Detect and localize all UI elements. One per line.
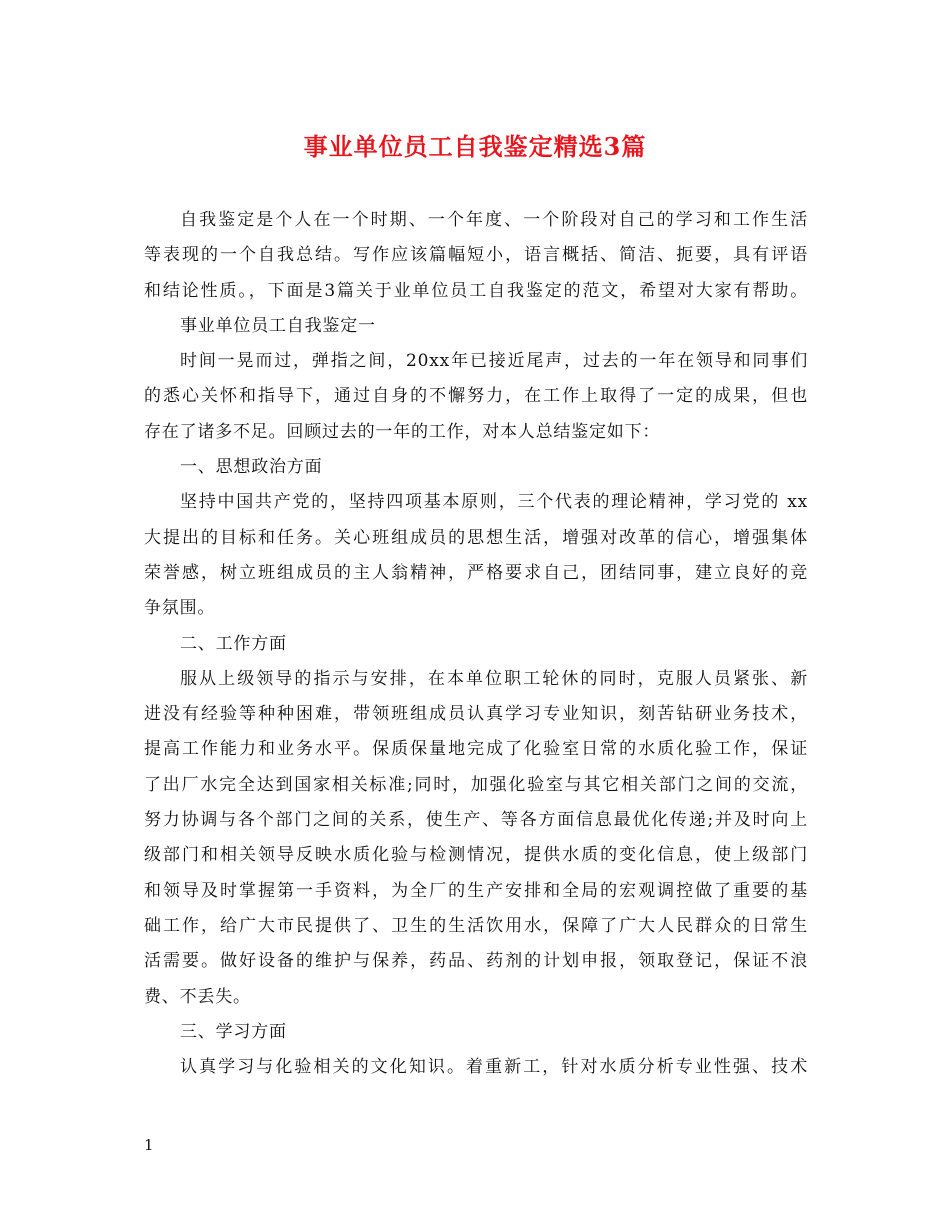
document-title: 事业单位员工自我鉴定精选3篇 <box>303 132 647 161</box>
text-line: 的悉心关怀和指导下，通过自身的不懈努力，在工作上取得了一定的成果，但也 <box>144 386 808 407</box>
text-line: 存在了诸多不足。回顾过去的一年的工作，对本人总结鉴定如下： <box>144 421 661 442</box>
text-line: 时间一晃而过，弹指之间，20xx年已接近尾声，过去的一年在领导和同事们 <box>180 351 808 372</box>
text-line: 坚持中国共产党的，坚持四项基本原则，三个代表的理论精神，学习党的 xx <box>180 492 808 513</box>
text-line: 大提出的目标和任务。关心班组成员的思想生活，增强对改革的信心，增强集体 <box>144 527 808 548</box>
text-line: 二、工作方面 <box>180 633 287 654</box>
text-line: 级部门和相关领导反映水质化验与检测情况，提供水质的变化信息，使上级部门 <box>144 845 808 866</box>
text-line: 事业单位员工自我鉴定一 <box>180 315 376 336</box>
page-number: 1 <box>144 1136 154 1154</box>
text-line: 服从上级领导的指示与安排，在本单位职工轮休的同时，克服人员紧张、新 <box>180 668 808 689</box>
text-line: 荣誉感，树立班组成员的主人翁精神，严格要求自己，团结同事，建立良好的竞 <box>144 562 808 583</box>
text-line: 等表现的一个自我总结。写作应该篇幅短小，语言概括、简洁、扼要，具有评语 <box>144 245 808 266</box>
text-line: 努力协调与各个部门之间的关系，使生产、等各方面信息最优化传递;并及时向上 <box>144 810 808 831</box>
text-line: 和结论性质。，下面是3篇关于业单位员工自我鉴定的范文，希望对大家有帮助。 <box>144 280 808 301</box>
text-line: 提高工作能力和业务水平。保质保量地完成了化验室日常的水质化验工作，保证 <box>144 739 808 760</box>
document-body <box>144 208 808 1090</box>
text-line: 费、不丢失。 <box>144 986 251 1007</box>
text-line: 三、学习方面 <box>180 1021 287 1042</box>
text-line: 活需要。做好设备的维护与保养，药品、药剂的计划申报，领取登记，保证不浪 <box>144 951 808 972</box>
text-line: 础工作，给广大市民提供了、卫生的生活饮用水，保障了广大人民群众的日常生 <box>144 915 808 936</box>
text-line: 认真学习与化验相关的文化知识。着重新工，针对水质分析专业性强、技术 <box>180 1057 808 1078</box>
text-line: 争氛围。 <box>144 598 216 619</box>
text-line: 自我鉴定是个人在一个时期、一个年度、一个阶段对自己的学习和工作生活 <box>180 210 808 230</box>
text-line: 一、思想政治方面 <box>180 457 323 478</box>
text-line: 和领导及时掌握第一手资料，为全厂的生产安排和全局的宏观调控做了重要的基 <box>144 880 808 901</box>
text-line: 了出厂水完全达到国家相关标准;同时，加强化验室与其它相关部门之间的交流， <box>144 774 808 795</box>
text-line: 进没有经验等种种困难，带领班组成员认真学习专业知识，刻苦钻研业务技术， <box>144 704 808 725</box>
